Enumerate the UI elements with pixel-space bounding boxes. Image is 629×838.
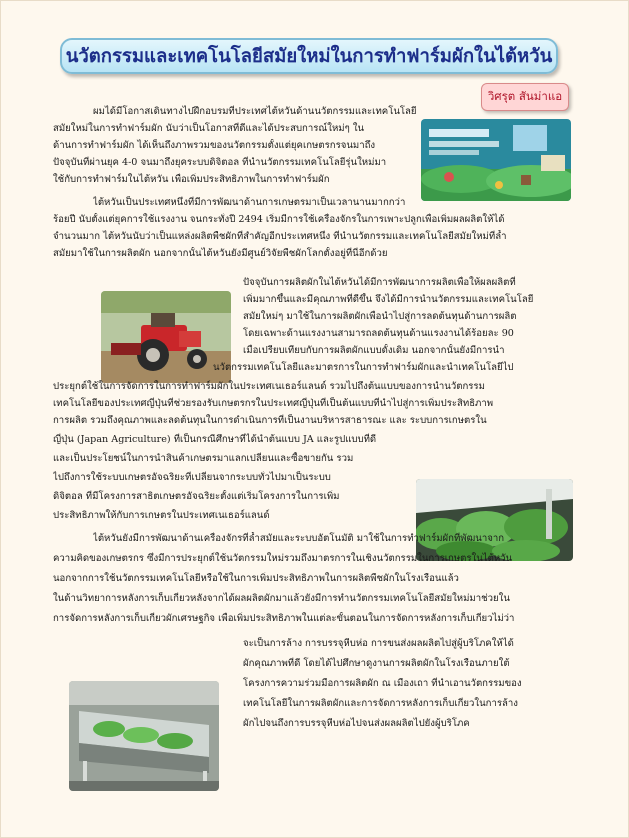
author-name: วิศรุต สันม่าแอ [487, 89, 563, 103]
p2-line: ไต้หวันเป็นประเทศหนึ่งที่มีการพัฒนาด้านการเกษตรมาเป็นเวลานานมากกว่า [93, 197, 406, 208]
p1-line: ด้านการทำฟาร์มผัก ได้เห็นถึงภาพรวมของนวัตกรรมตั้งแต่ยุคเกษตรกรจนมาถึง [53, 140, 376, 151]
p1-line: ผมได้มีโอกาสเดินทางไปฝึกอบรมที่ประเทศไต้หวันด้านนวัตกรรมและเทคโนโลยี [93, 106, 417, 117]
p3-line: ปัจจุบันการผลิตผักในไต้หวันได้มีการพัฒนาการผลิตเพื่อให้ผลผลิตที่ [243, 277, 516, 288]
title-banner [60, 38, 558, 74]
p1-line: ปัจจุบันที่ผ่านยุค 4-0 จนมาถึงยุคระบบดิจิตอล ที่นำนวัตกรรมเทคโนโลยีรุ่นใหม่มา [53, 157, 387, 168]
p3-line: และเป็นประโยชน์ในการนำสินค้าเกษตรมาแลกเปลี่ยนและซื้อขายกัน รวม [53, 453, 354, 464]
p3-line: การผลิต รวมถึงคุณภาพและลดต้นทุนในการดำเนินการที่เป็นงานบริหารสาธารณะ และ ระบบการเกษตรใน [53, 415, 487, 426]
p4-line: เทคโนโลยีในการผลิตผักและการจัดการหลังการเก็บเกี่ยวในการล้าง [243, 698, 518, 709]
p3-line: เทคโนโลยีของประเทศญี่ปุ่นที่ช่วยรองรับเกษตรกรในประเทศญี่ปุ่นที่เป็นต้นแบบที่นำไปสู่การเพิ่มประสิทธิภาพ [53, 398, 494, 409]
p1-line: สมัยใหม่ในการทำฟาร์มผัก นับว่าเป็นโอกาสที่ดีและได้ประสบการณ์ใหม่ๆ ใน [53, 123, 365, 134]
tractor-photo [101, 291, 231, 383]
p3-line: โดยเฉพาะด้านแรงงานสามารถลดต้นทุนด้านแรงงานได้ร้อยละ 90 [243, 328, 514, 339]
p4-line: โครงการความร่วมมือการผลิตผัก ณ เมืองเถา ที่นำเอานวัตกรรมของ [243, 678, 522, 689]
author-badge [481, 83, 569, 111]
p4-line: ไต้หวันยังมีการพัฒนาด้านเครื่องจักรที่ล้ำสมัยและระบบอัตโนมัติ มาใช้ในการทำฟาร์มผักที่พัฒนาจาก [93, 533, 505, 544]
p3-line: สมัยใหม่ๆ มาใช้ในการผลิตผักเพื่อนำไปสู่การลดต้นทุนด้านการผลิต [243, 311, 517, 322]
p4-line: ผักไปจนถึงการบรรจุหีบห่อไปจนส่งผลผลิตไปยังผู้บริโภค [243, 718, 470, 729]
p4-line: ความคิดของเกษตรกร ซึ่งมีการประยุกต์ใช้นวัตกรรมใหม่รวมถึงมาตรการในเชิงนวัตกรรมในการเกษตรในไต้หวัน [53, 553, 513, 564]
p4-line: นอกจากการใช้นวัตกรรมเทคโนโลยีหรือใช้ในการเพิ่มประสิทธิภาพในการผลิตพืชผักในโรงเรือนแล้ว [53, 573, 459, 584]
p3-line: ญี่ปุ่น (Japan Agriculture) ที่เป็นกรณีศึกษาที่ได้นำต้นแบบ JA และรูปแบบที่ดี [53, 434, 377, 445]
p3-line: ประสิทธิภาพให้กับการเกษตรในประเทศเนเธอร์แลนด์ [53, 510, 270, 521]
training-course-photo [421, 119, 571, 201]
p4-line: การจัดการหลังการเก็บเกี่ยวผักเศรษฐกิจ เพื่อเพิ่มประสิทธิภาพในแต่ละขั้นตอนในการจัดการหลังการเก็บเกี่ยวไม่ว่า [53, 613, 515, 624]
greenhouse-vegetables-photo [416, 479, 573, 561]
p4-line: ในด้านวิทยาการหลังการเก็บเกี่ยวหลังจากได้ผลผลิตผักมาแล้วยังมีการทำนวัตกรรมเทคโนโลยีสมัยใหม่มาช่วยใน [53, 593, 510, 604]
p2-line: สมัยมาใช้ในการผลิตผัก นอกจากนั้นไต้หวันยังมีศูนย์วิจัยพืชผักโลกตั้งอยู่ที่นี่อีกด้วย [53, 248, 388, 259]
p4-line: ผักคุณภาพที่ดี โดยได้ไปศึกษาดูงานการผลิตผักในโรงเรือนภายใต้ [243, 658, 510, 669]
p3-line: ดิจิตอล ที่มีโครงการสาธิตเกษตรอัจฉริยะตั้งแต่เริ่มโครงการในการเพิ่ม [53, 491, 340, 502]
p2-line: ร้อยปี นับตั้งแต่ยุคการใช้แรงงาน จนกระทั่งปี 2494 เริ่มมีการใช้เครื่องจักรในการเพาะปลูกเพื่อเพิ่มผลผลิตให้ได้ [53, 214, 505, 225]
p3-line: เพิ่มมากขึ้นและมีคุณภาพที่ดีขึ้น จึงได้มีการนำนวัตกรรมและเทคโนโลยี [243, 294, 534, 305]
page-title: นวัตกรรมและเทคโนโลยีสมัยใหม่ในการทำฟาร์มผักในไต้หวัน [65, 45, 553, 67]
p3-line: เมื่อเปรียบเทียบกับการผลิตผักแบบดั้งเดิม นอกจากนั้นยังมีการนำ [243, 345, 505, 356]
p3-line: ไปถึงการใช้ระบบเกษตรอัจฉริยะที่เปลี่ยนจากระบบทั่วไปมาเป็นระบบ [53, 472, 331, 483]
p3-line: นวัตกรรมเทคโนโลยีและมาตรการในการทำฟาร์มผักและนำเทคโนโลยีไป [213, 362, 514, 373]
p2-line: จำนวนมาก ไต้หวันนับว่าเป็นแหล่งผลิตพืชผักที่สำคัญอีกประเทศหนึ่ง ที่นำนวัตกรรมและเทคโนโลยีสมัยใหม่ที่ล้ำ [53, 231, 507, 242]
p3-line: ประยุกต์ใช้ในการจัดการในการทำฟาร์มผักในประเทศเนเธอร์แลนด์ รวมไปถึงต้นแบบของการนำนวัตกรรม [53, 381, 485, 392]
p4-line: จะเป็นการล้าง การบรรจุหีบห่อ การขนส่งผลผลิตไปสู่ผู้บริโภคให้ได้ [243, 638, 514, 649]
washing-line-photo [69, 681, 219, 791]
p1-line: ใช้กับการทำฟาร์มในไต้หวัน เพื่อเพิ่มประสิทธิภาพในการทำฟาร์มผัก [53, 174, 330, 185]
